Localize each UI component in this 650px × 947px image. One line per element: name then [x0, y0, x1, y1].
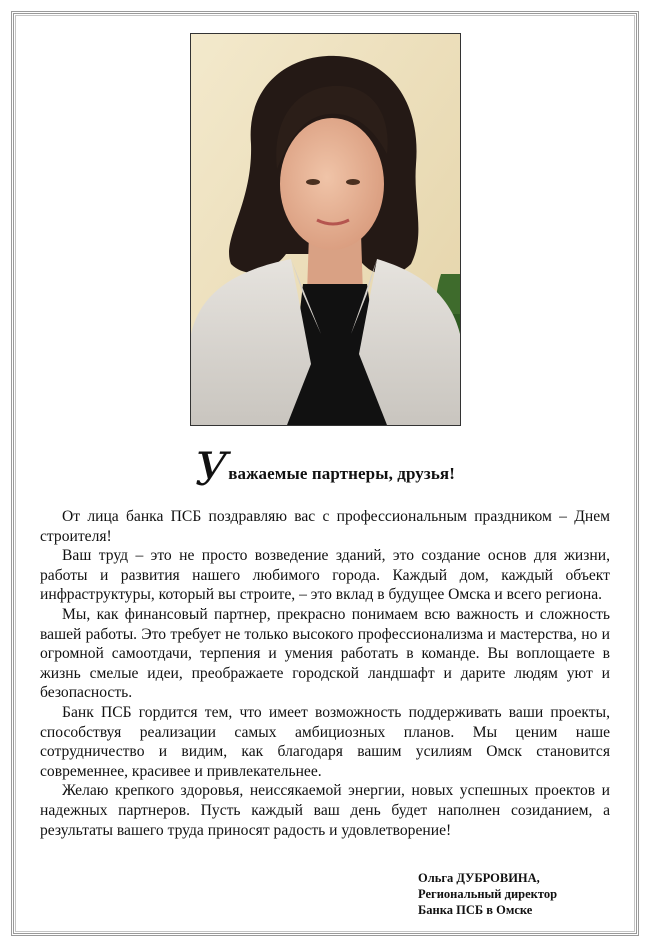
paragraph: Банк ПСБ гордится тем, что имеет возможность поддерживать ваши проекты, способствуя реализации самых амбициозных планов. Мы ценим наше сотрудничество и видим, как благодаря вашим усилиям Омск становится современнее, красивее и привлекательнее. — [40, 703, 610, 780]
signer-name: Ольга ДУБРОВИНА, — [418, 871, 540, 885]
portrait-photo — [190, 33, 461, 426]
signer-organization: Банка ПСБ в Омске — [418, 903, 533, 917]
heading-initial: У — [194, 442, 229, 496]
paragraph: Желаю крепкого здоровья, неиссякаемой энергии, новых успешных проектов и надежных партнеров. Пусть каждый ваш день будет наполнен созиданием, а результаты вашего труда приносят радость и удовлетворение! — [40, 782, 610, 839]
heading-text: важаемые партнеры, друзья! — [228, 464, 455, 483]
paragraph: Мы, как финансовый партнер, прекрасно понимаем всю важность и сложность вашей работы. Это требует не только высокого профессионализма и мастерства, но и огромной самоотдачи, терпения и умения работать в команде. Вы воплощаете в жизнь смелые идеи, преображаете городской ландшафт и дарите людям уют и безопасность. — [40, 605, 610, 702]
signer-position: Региональный директор — [418, 887, 558, 901]
paragraph: Ваш труд – это не просто возведение зданий, это создание основ для жизни, работы и развития нашего любимого города. Каждый дом, каждый объект инфраструктуры, который вы строите, – это вклад в будущее Омска и всего региона. — [40, 547, 610, 604]
signature-block — [418, 870, 628, 918]
greeting-heading — [0, 442, 650, 496]
letter-body — [40, 507, 610, 840]
paragraph: От лица банка ПСБ поздравляю вас с профессиональным праздником – Днем строителя! — [40, 508, 610, 545]
